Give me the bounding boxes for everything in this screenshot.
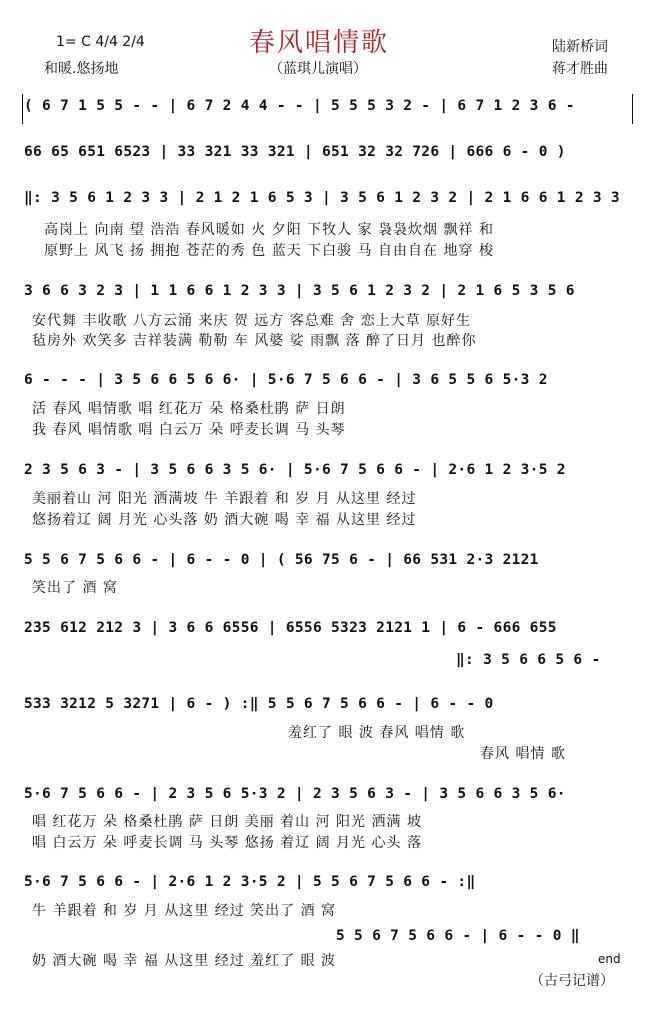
music-row: 5 5 6 7 5 6 6 - | 6 - - 0 ‖ (336, 928, 580, 944)
lyric-line: 原野上 风飞 扬 拥抱 苍茫的秀 色 蓝天 下白骏 马 自由自在 地穿 梭 (44, 243, 494, 259)
lyric-line: 毡房外 欢笑多 吉祥装满 勒勒 车 风婆 娑 雨飘 落 醉了日月 也醉你 (32, 333, 477, 349)
lyric-line: 羞红了 眼 波 春风 唱情 歌 (288, 725, 466, 741)
music-row: 235 612 212 3 | 3 6 6 6556 | 6556 5323 2121 1 | 6 - 666 655 (24, 620, 557, 636)
lyric-line: 笑出了 酒 窝 (32, 580, 118, 596)
music-row: 5·6 7 5 6 6 - | 2·6 1 2 3·5 2 | 5 5 6 7 5 6 6 - :‖ (24, 874, 476, 890)
music-row: 2 3 5 6 3 - | 3 5 6 6 3 5 6· | 5·6 7 5 6 6 - | 2·6 1 2 3·5 2 (24, 462, 566, 478)
lyric-line: 牛 羊跟着 和 岁 月 从这里 经过 笑出了 酒 窝 (32, 903, 337, 919)
music-row: 5 5 6 7 5 6 6 - | 6 - - 0 | ( 56 75 6 - | 66 531 2·3 2121 (24, 552, 539, 568)
lyric-line: 高岗上 向南 望 浩浩 春风暖如 火 夕阳 下牧人 家 袅袅炊烟 飘祥 和 (44, 222, 494, 238)
transcriber-credit: （古弓记谱） (530, 973, 614, 989)
music-row: ‖: 3 5 6 6 5 6 - (456, 652, 601, 668)
lyricist-credit: 陆新桥词 (552, 39, 608, 55)
end-mark: end (598, 952, 621, 966)
music-row: 533 3212 5 3271 | 6 - ) :‖ 5 5 6 7 5 6 6 - | 6 - - 0 (24, 696, 494, 712)
lyric-line: 活 春风 唱情歌 唱 红花万 朵 格桑杜鹃 萨 日朗 (32, 401, 346, 417)
lyric-line: 唱 红花万 朵 格桑杜鹃 萨 日朗 美丽 着山 河 阳光 洒满 坡 (32, 814, 422, 830)
music-row: 6 - - - | 3 5 6 6 5 6 6· | 5·6 7 5 6 6 - | 3 6 5 5 6 5·3 2 (24, 372, 548, 388)
music-row: 5·6 7 5 6 6 - | 2 3 5 6 5·3 2 | 2 3 5 6 3 - | 3 5 6 6 3 5 6· (24, 786, 566, 802)
music-row: ( 6 7 1 5 5 - - | 6 7 2 4 4 - - | 5 5 5 3 2 - | 6 7 1 2 3 6 - (24, 98, 575, 114)
music-row: 3 6 6 3 2 3 | 1 1 6 6 1 2 3 3 | 3 5 6 1 2 3 2 | 2 1 6 5 3 5 6 (24, 283, 575, 299)
lyric-line: 美丽着山 河 阳光 洒满坡 牛 羊跟着 和 岁 月 从这里 经过 (32, 491, 417, 507)
lyric-line: 唱 白云万 朵 呼麦长调 马 头琴 悠扬 着辽 阔 月光 心头 落 (32, 835, 422, 851)
key-time-signature: 1= C 4/4 2/4 (56, 34, 145, 50)
lyric-line: 春风 唱情 歌 (480, 746, 566, 762)
tempo-marking: 和暖.悠扬地 (44, 61, 119, 77)
lyric-line: 安代舞 丰收歌 八方云涌 来庆 贺 远方 客总难 舍 恋上大草 原好生 (32, 313, 472, 329)
composer-credit: 蒋才胜曲 (552, 61, 608, 77)
lyric-line: 我 春风 唱情歌 唱 白云万 朵 呼麦长调 马 头琴 (32, 422, 346, 438)
barline (22, 94, 23, 124)
barline (632, 94, 633, 124)
lyric-line: 奶 酒大碗 喝 幸 福 从这里 经过 羞红了 眼 波 (32, 953, 337, 969)
music-row: ‖: 3 5 6 1 2 3 3 | 2 1 2 1 6 5 3 | 3 5 6 1 2 3 2 | 2 1 6 6 1 2 3 3 (24, 190, 620, 206)
lyric-line: 悠扬着辽 阔 月光 心头落 奶 酒大碗 喝 幸 福 从这里 经过 (32, 512, 417, 528)
music-row: 66 65 651 6523 | 33 321 33 321 | 651 32 32 726 | 666 6 - 0 ) (24, 144, 566, 160)
song-title: 春风唱情歌 (249, 28, 390, 58)
singer-credit: （蓝琪儿演唱） (269, 61, 367, 77)
